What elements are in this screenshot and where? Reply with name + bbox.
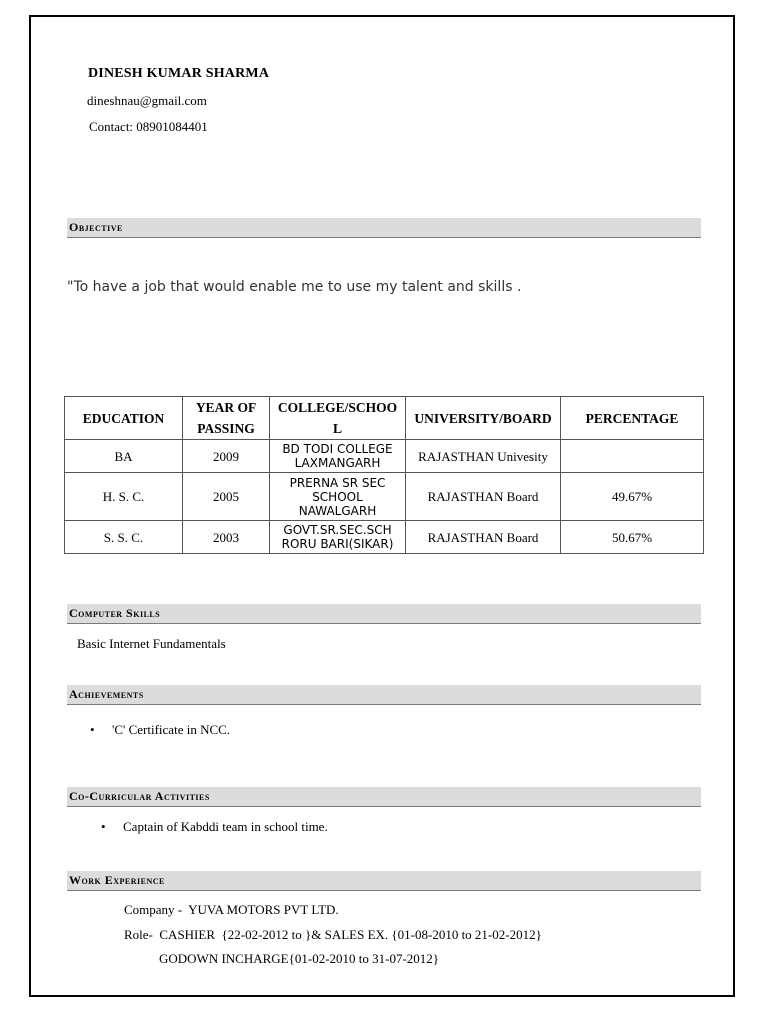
college-line: NAWALGARH bbox=[298, 503, 377, 518]
cell-education: H. S. C. bbox=[65, 473, 183, 521]
co-curricular-text: Captain of Kabddi team in school time. bbox=[123, 819, 328, 834]
header-college bbox=[270, 397, 406, 440]
achievements-section-bar bbox=[67, 685, 701, 705]
cell-board: RAJASTHAN Board bbox=[406, 521, 561, 554]
header-education: EDUCATION bbox=[65, 397, 183, 440]
cell-year: 2005 bbox=[183, 473, 270, 521]
cell-education: BA bbox=[65, 440, 183, 473]
header-year-line1: YEAR OF bbox=[195, 400, 257, 415]
bullet-icon: • bbox=[101, 819, 106, 834]
college-line: PRERNA SR SEC bbox=[289, 475, 386, 490]
cell-college bbox=[270, 473, 406, 521]
email-text: dineshnau@gmail.com bbox=[87, 93, 207, 108]
cell-college bbox=[270, 521, 406, 554]
co-curricular-heading: Co-Curricular Activities bbox=[69, 789, 210, 803]
header-board: UNIVERSITY/BOARD bbox=[406, 397, 561, 440]
header-college-line1: COLLEGE/SCHOO bbox=[277, 400, 398, 415]
objective-section-bar bbox=[67, 218, 701, 238]
college-line: GOVT.SR.SEC.SCH bbox=[283, 523, 392, 537]
header-percentage: PERCENTAGE bbox=[561, 397, 704, 440]
header-college-line2: L bbox=[332, 421, 342, 436]
cell-board: RAJASTHAN Univesity bbox=[406, 440, 561, 473]
candidate-name: DINESH KUMAR SHARMA bbox=[88, 66, 270, 81]
header-year bbox=[183, 397, 270, 440]
college-line: LAXMANGARH bbox=[294, 456, 381, 470]
achievements-heading: Achievements bbox=[69, 687, 144, 701]
cell-percentage: 49.67% bbox=[561, 473, 704, 521]
role-continued-text: GODOWN INCHARGE{01-02-2010 to 31-07-2012} bbox=[159, 951, 440, 966]
contact-text: Contact: 08901084401 bbox=[89, 119, 208, 134]
computer-skills-section-bar bbox=[67, 604, 701, 624]
role-text: Role- CASHIER {22-02-2012 to }& SALES EX. {01-08-2010 to 21-02-2012} bbox=[124, 927, 542, 942]
table-row bbox=[65, 473, 704, 521]
work-experience-heading: Work Experience bbox=[69, 873, 165, 887]
table-row bbox=[65, 440, 704, 473]
cell-year: 2009 bbox=[183, 440, 270, 473]
table-header-row bbox=[65, 397, 704, 440]
objective-heading: Objective bbox=[69, 220, 123, 234]
table-row bbox=[65, 521, 704, 554]
objective-text: "To have a job that would enable me to use my talent and skills . bbox=[67, 279, 522, 295]
achievement-text: 'C' Certificate in NCC. bbox=[112, 722, 231, 737]
college-line: BD TODI COLLEGE bbox=[282, 442, 393, 456]
co-curricular-section-bar bbox=[67, 787, 701, 807]
education-table bbox=[64, 396, 704, 554]
college-line: RORU BARI(SIKAR) bbox=[281, 537, 394, 551]
cell-college bbox=[270, 440, 406, 473]
cell-board: RAJASTHAN Board bbox=[406, 473, 561, 521]
work-experience-section-bar bbox=[67, 871, 701, 891]
cell-education: S. S. C. bbox=[65, 521, 183, 554]
company-text: Company - YUVA MOTORS PVT LTD. bbox=[124, 902, 339, 917]
cell-year: 2003 bbox=[183, 521, 270, 554]
cell-percentage: 50.67% bbox=[561, 521, 704, 554]
college-line: SCHOOL bbox=[312, 489, 363, 504]
bullet-icon: • bbox=[90, 722, 95, 737]
cell-percentage bbox=[561, 440, 704, 473]
computer-skills-heading: Computer Skills bbox=[69, 606, 161, 620]
header-year-line2: PASSING bbox=[197, 421, 255, 436]
computer-skills-text: Basic Internet Fundamentals bbox=[77, 636, 226, 651]
